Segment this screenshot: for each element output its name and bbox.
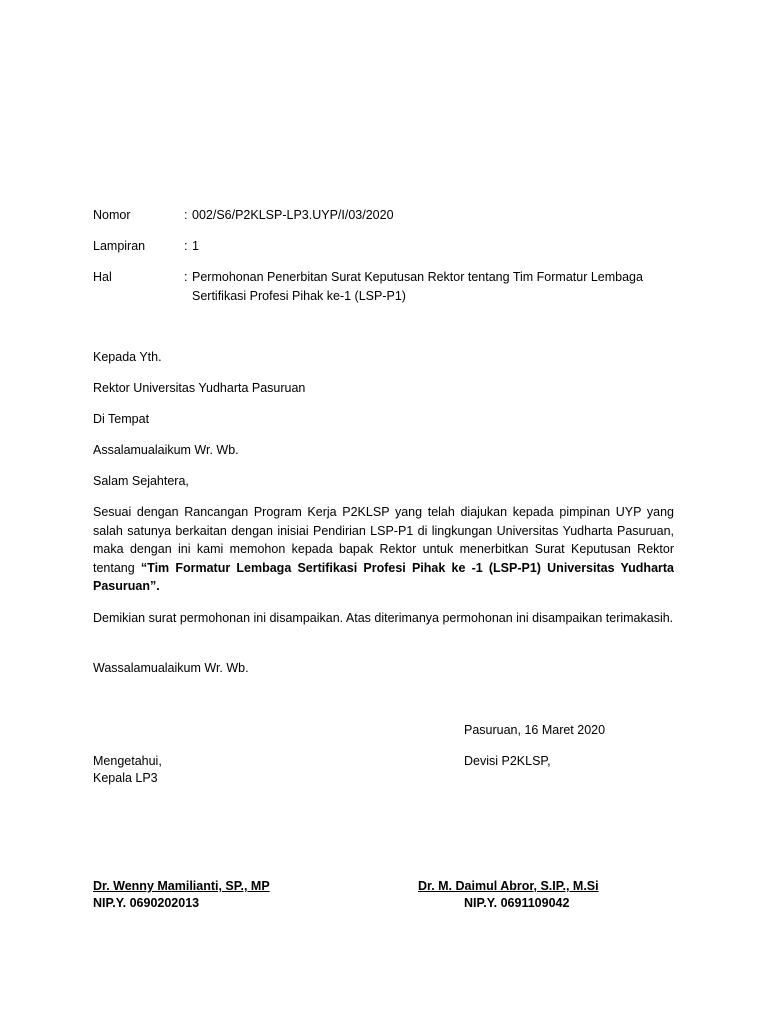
body-paragraph-1 [93,503,674,596]
body-paragraph-1-bold: “Tim Formatur Lembaga Sertifikasi Profesi Pihak ke -1 (LSP-P1) Universitas Yudharta Pasuruan”. [93,560,674,594]
left-signer-name: Dr. Wenny Mamilianti, SP., MP [93,879,270,893]
nomor-colon: : [184,208,188,222]
closing-salam: Wassalamualaikum Wr. Wb. [93,661,249,675]
body-paragraph-2: Demikian surat permohonan ini disampaikan. Atas diterimanya permohonan ini disampaikan terimakasih. [93,611,674,625]
body-paragraph-1-text: Sesuai dengan Rancangan Program Kerja P2KLSP yang telah diajukan kepada pimpinan UYP yang salah satunya berkaitan dengan inisiai Pendirian LSP-P1 di lingkungan Universitas Yudharta Pasuruan, maka dengan ini kami memohon kepada bapak Rektor untuk menerbitkan Surat Keputusan Rektor tentang [93,505,674,575]
lampiran-value: 1 [192,239,199,253]
letter-page [93,0,674,1024]
left-signer-nip: NIP.Y. 0690202013 [93,896,200,910]
hal-value-line1: Permohonan Penerbitan Surat Keputusan Rektor tentang Tim Formatur Lembaga [192,270,643,284]
left-title-2: Kepala LP3 [93,771,158,785]
lampiran-label: Lampiran [93,239,146,253]
left-title-1: Mengetahui, [93,754,162,768]
lampiran-colon: : [184,239,188,253]
recipient-line1: Kepada Yth. [93,350,162,364]
right-title: Devisi P2KLSP, [464,754,551,768]
greeting-salam: Salam Sejahtera, [93,474,189,488]
greeting-opening: Assalamualaikum Wr. Wb. [93,443,239,457]
hal-colon: : [184,270,188,284]
recipient-line2: Rektor Universitas Yudharta Pasuruan [93,381,306,395]
hal-label: Hal [93,270,112,284]
place-date: Pasuruan, 16 Maret 2020 [464,723,606,737]
hal-value-line2: Sertifikasi Profesi Pihak ke-1 (LSP-P1) [192,289,406,303]
right-signer-nip: NIP.Y. 0691109042 [464,896,570,910]
right-signer-name: Dr. M. Daimul Abror, S.IP., M.Si [418,879,599,893]
nomor-value: 002/S6/P2KLSP-LP3.UYP/I/03/2020 [192,208,394,222]
recipient-line3: Di Tempat [93,412,150,426]
nomor-label: Nomor [93,208,131,222]
